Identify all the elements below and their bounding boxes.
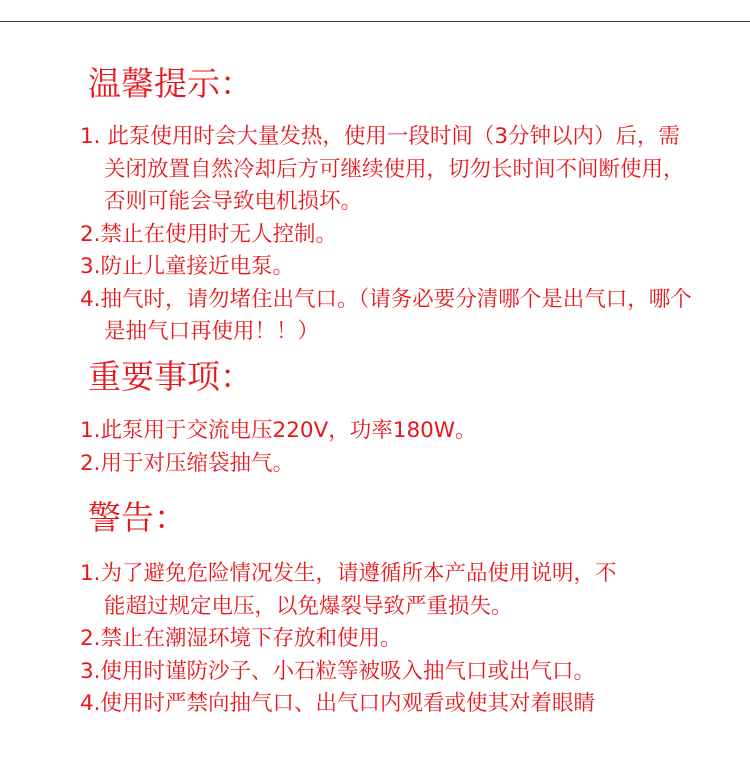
tips-item-2: 2.禁止在使用时无人控制。	[80, 221, 338, 247]
notes-item-2: 2.用于对压缩袋抽气。	[80, 450, 295, 476]
tips-section	[80, 121, 720, 349]
warning-item-3: 3.使用时谨防沙子、小石粒等被吸入抽气口或出气口。	[80, 658, 596, 684]
notes-list	[80, 415, 720, 480]
tips-heading: 温馨提示：	[88, 64, 253, 103]
warning-heading: 警告：	[88, 498, 187, 537]
tips-list	[80, 121, 720, 349]
warning-section	[80, 558, 720, 721]
warning-item-2: 2.禁止在潮湿环境下存放和使用。	[80, 626, 402, 651]
warning-list	[80, 558, 720, 721]
tips-item-1: 1. 此泵使用时会大量发热，使用一段时间（3分钟以内）后，需关闭放置自然冷却后方可继续使用，切勿长时间不间断使用，否则可能会导致电机损坏。	[80, 124, 685, 214]
warning-item-1: 1.为了避免危险情况发生，请遵循所本产品使用说明，不能超过规定电压，以免爆裂导致严重损失。	[80, 561, 617, 619]
tips-item-4: 4.抽气时，请勿堵住出气口。（请务必要分清哪个是出气口，哪个是抽气口再使用！！）	[80, 286, 692, 344]
notes-section	[80, 415, 720, 480]
warning-item-4: 4.使用时严禁向抽气口、出气口内观看或使其对着眼睛	[80, 691, 596, 716]
notes-heading: 重要事项：	[88, 357, 253, 396]
top-divider	[0, 21, 750, 22]
tips-item-3: 3.防止儿童接近电泵。	[80, 254, 295, 279]
notes-item-1: 1.此泵用于交流电压220V，功率180W。	[80, 418, 477, 443]
